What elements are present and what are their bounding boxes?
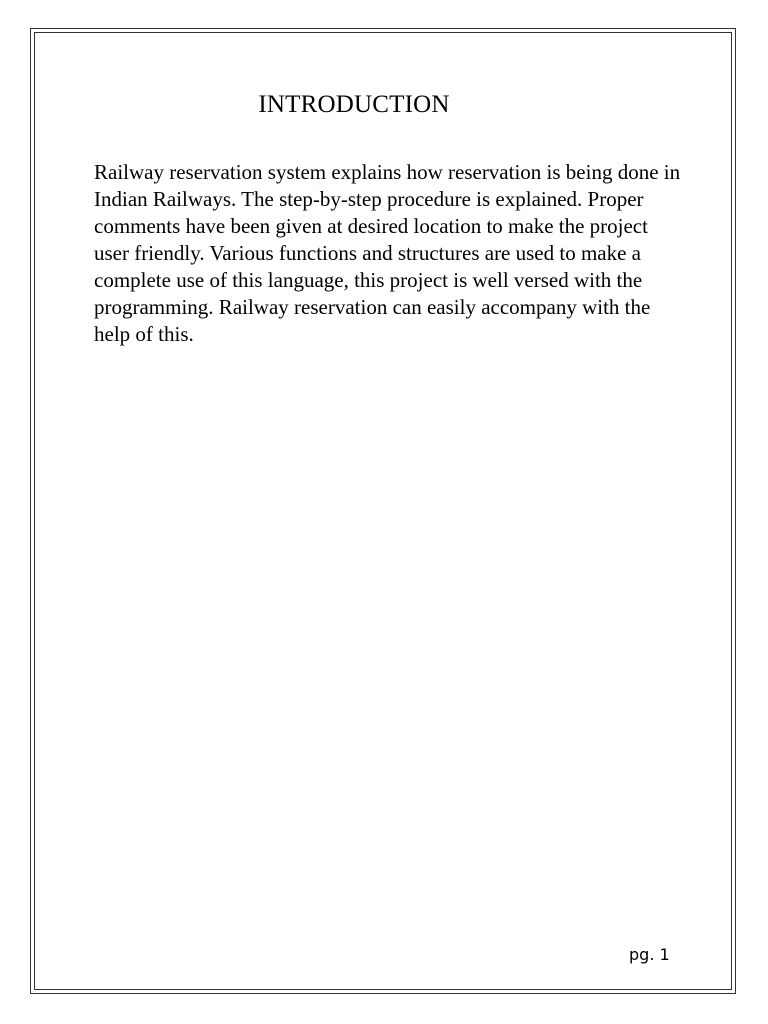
page-border-inner (34, 32, 732, 990)
page-border (30, 28, 736, 994)
page-number: pg. 1 (629, 945, 670, 964)
section-heading: INTRODUCTION (258, 91, 450, 118)
introduction-paragraph: Railway reservation system explains how reservation is being done in Indian Railways. The step-by-step procedure is explained. Proper comments have been given at desired location to make the project user friendly. Various functions and structures are used to make a complete use of this language, this project is well versed with the programming. Railway reservation can easily accompany with the help of this. (94, 160, 681, 346)
